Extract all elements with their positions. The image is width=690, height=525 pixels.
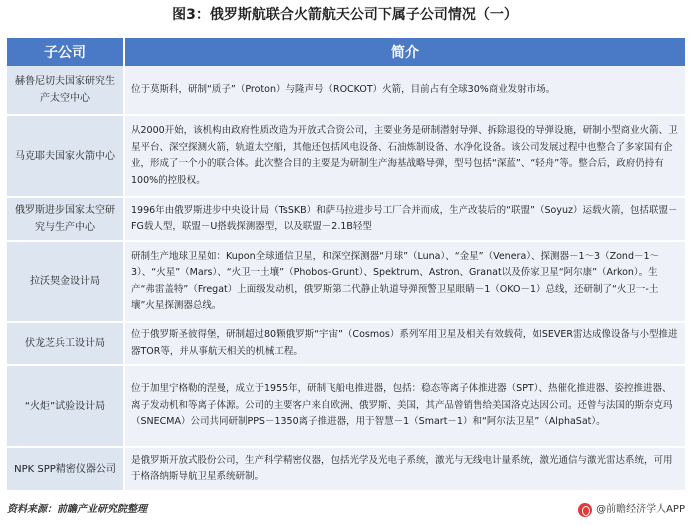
subsidiary-name: “火炬”试验设计局 [7,365,124,447]
subsidiary-description: 位于莫斯科，研制“质子”（Proton）与隆声号（ROCKOT）火箭，目前占有全球30%商业发射市场。 [124,66,685,115]
subsidiary-name: 伏龙芝兵工设计局 [7,322,124,365]
subsidiary-description: 1996年由俄罗斯进步中央设计局（TsSKB）和萨马拉进步号工厂合并而成，生产改装后的“联盟”（Soyuz）运载火箭，包括联盟－FG载人型，联盟－U搭载探测器型，以及联盟－2.1B轻型 [124,197,685,241]
subsidiary-description: 是俄罗斯开放式股份公司，生产科学精密仪器，包括光学及光电子系统，激光与无线电计量系统，激光通信与激光雷达系统，可用于格洛纳斯导航卫星系统研制。 [124,447,685,491]
subsidiary-description: 位于加里宁格勒的涅曼，成立于1955年，研制飞船电推进器，包括：稳态等离子体推进器（SPT）、热催化推进器、姿控推进器、离子发动机和等离子体源。公司的主要客户来自欧洲、俄罗斯、美国，其产品曾销售给美国洛克达因公司。还曾与法国的斯奈克玛（SNECMA）公司共同研制PPS－1350离子推进器，用于智慧－1（Smart－1）和“阿尔法卫星”（AlphaSat）。 [124,365,685,447]
brand-label: @前瞻经济学人APP [596,504,685,515]
header-subsidiary: 子公司 [7,38,124,66]
subsidiary-name: 马克耶夫国家火箭中心 [7,115,124,197]
page-title: 图3：俄罗斯航联合火箭航天公司下属子公司情况（一） [172,7,518,23]
table-row [7,66,685,115]
table-row [7,365,685,447]
subsidiary-name: NPK SPP精密仪器公司 [7,447,124,491]
subsidiary-description: 位于俄罗斯圣彼得堡，研制超过80颗俄罗斯“宇宙”（Cosmos）系列军用卫星及相关有效载荷，如SEVER雷达成像设备与小型推进器TOR等，并从事航天相关的机械工程。 [124,322,685,365]
table-row [7,115,685,197]
table-row [7,322,685,365]
table-row [7,241,685,322]
subsidiary-name: 俄罗斯进步国家太空研究与生产中心 [7,197,124,241]
footer [7,500,685,520]
table-header-row [7,38,685,66]
subsidiary-description: 从2000开始，该机构由政府性质改造为开放式合资公司，主要业务是研制潜射导弹、拆除退役的导弹设施，研制小型商业火箭、卫星平台、深空探测火箭，轨道太空船，其他还包括风电设备、石油炼制设备、水净化设备。该公司发展过程中也整合了多家国有企业，形成了一个小的联合体。此次整合目的主要是为研制生产海基战略导弹，型号包括“深蓝”、“轻舟”等。整合后，政府仍持有100%的控股权。 [124,115,685,197]
subsidiary-table [7,38,685,492]
qianzhan-logo-icon [578,503,592,517]
subsidiary-name: 赫鲁尼切夫国家研究生产太空中心 [7,66,124,115]
subsidiary-description: 研制生产地球卫星如：Kupon全球通信卫星，和深空探测器“月球”（Luna）、“金星”（Venera）、探测器－1～3（Zond－1～3）、“火星”（Mars）、“火卫一土壤”（Phobos-Grunt）、Spektrum、Astron、Granat以及侨家卫星“阿尔康”（Arkon）。生产“弗雷盖特”（Fregat）上面级发动机，俄罗斯第二代静止轨道导弹预警卫星眼睛－1（OKO－1）总线，还研制了“火卫一-土壤”火星探测器总线。 [124,241,685,322]
header-description: 简介 [124,38,685,66]
table-row [7,197,685,241]
subsidiary-name: 拉沃契金设计局 [7,241,124,322]
table-row [7,447,685,491]
brand-credit [578,500,685,520]
source-note: 资料来源：前瞻产业研究院整理 [7,504,147,515]
